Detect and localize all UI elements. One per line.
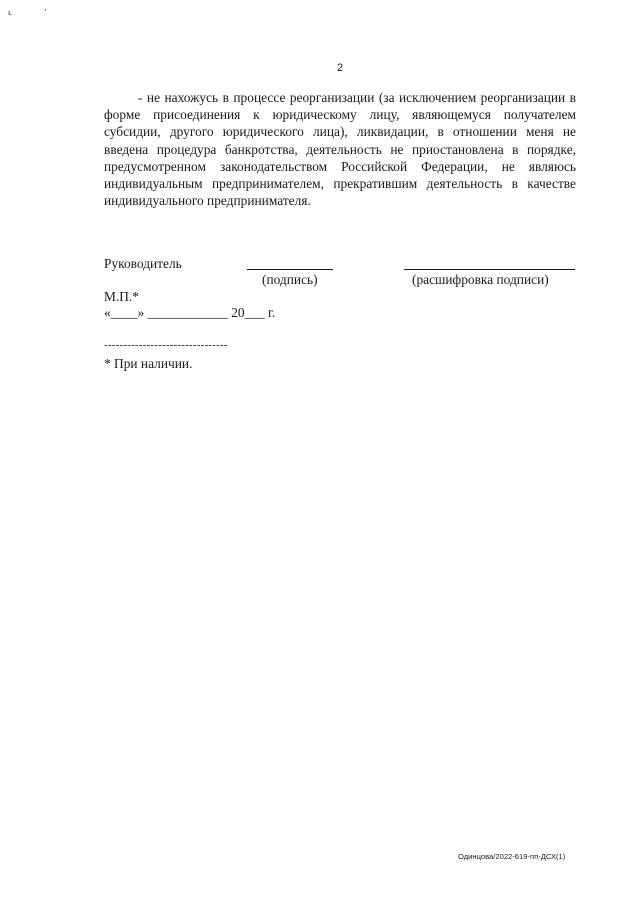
signature-caption: (подпись) — [262, 272, 318, 287]
footnote-separator: -------------------------------- — [104, 339, 228, 351]
seal-label: М.П.* — [104, 289, 139, 304]
decode-signature-line — [404, 269, 575, 270]
footnote-text: * При наличии. — [104, 356, 193, 371]
role-label: Руководитель — [104, 256, 182, 271]
page-number: 2 — [336, 62, 344, 74]
date-line: «____» ____________ 20___ г. — [104, 305, 276, 320]
scan-mark-left: ւ — [8, 8, 12, 17]
body-paragraph: - не нахожусь в процессе реорганизации (за исключением реорганизации в форме присоединения к юридическому лицу, являющемуся получателем субсидии, другого юридического лица), ликвидации, в отношении меня не введена процедура банкротства, деятельность не приостановлена в порядке, предусмотренном законодательством Российской Федерации, не являюсь индивидуальным предпринимателем, прекратившим деятельность в качестве индивидуального предпринимателя. — [104, 90, 576, 209]
signature-line — [247, 269, 333, 270]
document-code: Одинцова/2022-619-пп-ДСХ(1) — [458, 852, 566, 861]
scan-mark-right: ʼ — [44, 8, 47, 17]
decode-signature-caption: (расшифровка подписи) — [412, 272, 549, 287]
